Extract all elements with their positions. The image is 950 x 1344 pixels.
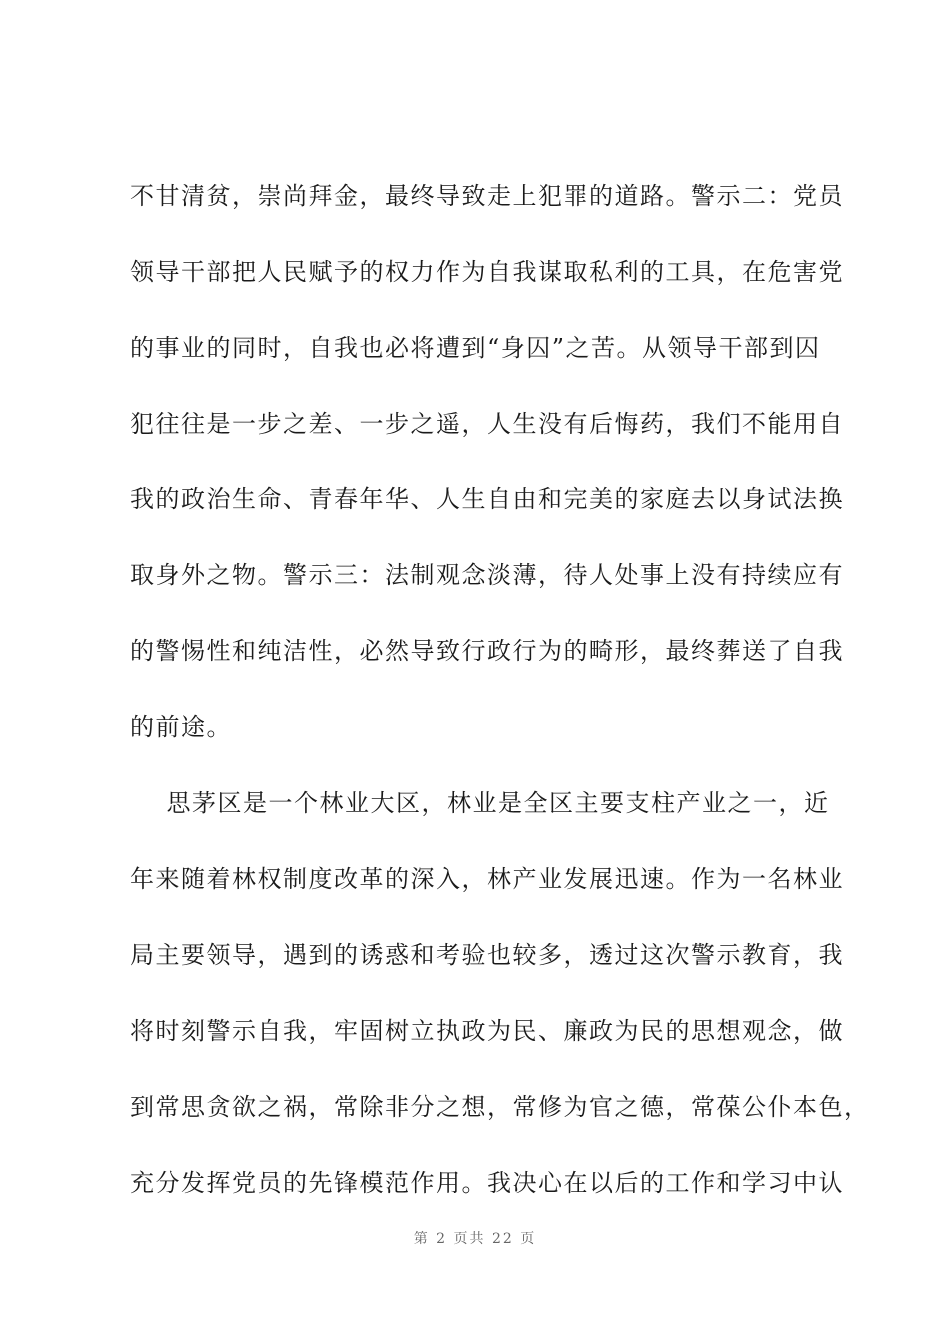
- page-number-footer: 第 2 页共 22 页: [413, 1231, 537, 1247]
- text-line: 领导干部把人民赋予的权力作为自我谋取私利的工具，在危害党: [130, 258, 844, 286]
- text-line: 我的政治生命、青春年华、人生自由和完美的家庭去以身试法换: [130, 485, 844, 513]
- text-line: 将时刻警示自我，牢固树立执政为民、廉政为民的思想观念，做: [130, 1017, 844, 1045]
- text-line: 充分发挥党员的先锋模范作用。我决心在以后的工作和学习中认: [130, 1169, 844, 1197]
- text-line: 的警惕性和纯洁性，必然导致行政行为的畸形，最终葬送了自我: [130, 637, 844, 665]
- text-line: 到常思贪欲之祸，常除非分之想，常修为官之德，常葆公仆本色，: [130, 1093, 870, 1121]
- text-line: 的前途。: [130, 713, 232, 741]
- text-line: 局主要领导，遇到的诱惑和考验也较多，透过这次警示教育，我: [130, 941, 844, 969]
- text-line: 犯往往是一步之差、一步之遥，人生没有后悔药，我们不能用自: [130, 410, 844, 438]
- text-line: 不甘清贫，崇尚拜金，最终导致走上犯罪的道路。警示二：党员: [130, 182, 844, 210]
- text-line: 的事业的同时，自我也必将遭到“身囚”之苦。从领导干部到囚: [130, 334, 821, 362]
- paragraph-first-line: 思茅区是一个林业大区，林业是全区主要支柱产业之一，近: [130, 789, 830, 817]
- text-line: 取身外之物。警示三：法制观念淡薄，待人处事上没有持续应有: [130, 561, 844, 589]
- text-line: 年来随着林权制度改革的深入，林产业发展迅速。作为一名林业: [130, 865, 844, 893]
